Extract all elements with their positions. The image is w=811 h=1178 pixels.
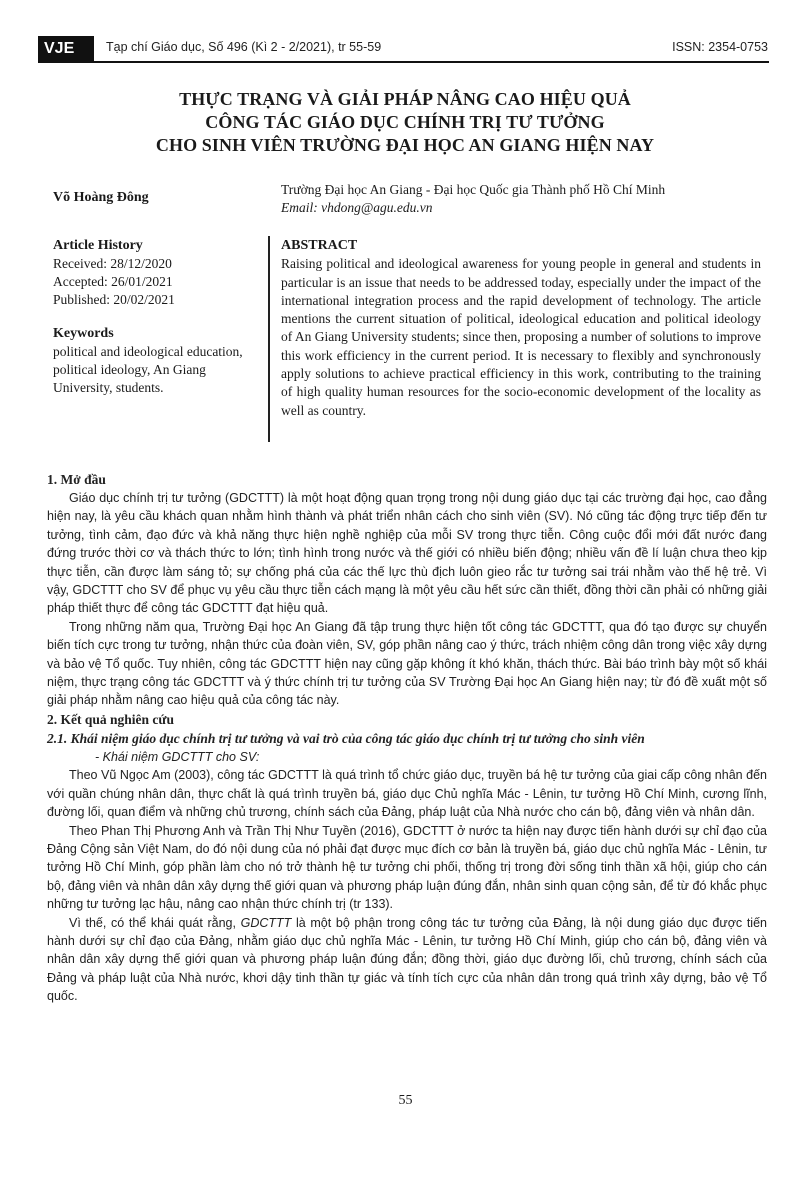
- accepted-date: Accepted: 26/01/2021: [53, 274, 173, 289]
- title-line: THỰC TRẠNG VÀ GIẢI PHÁP NÂNG CAO HIỆU QUẢ: [179, 89, 631, 109]
- title-line: CHO SINH VIÊN TRƯỜNG ĐẠI HỌC AN GIANG HIỆN NAY: [155, 135, 655, 155]
- paragraph: [47, 914, 767, 1006]
- author-email[interactable]: Email: vhdong@agu.edu.vn: [281, 200, 433, 215]
- section-heading: 1. Mở đầu: [47, 472, 106, 487]
- text-run: Vì thế, có thể khái quát rằng,: [69, 915, 241, 930]
- author-affiliation-block: [281, 181, 761, 217]
- journal-citation: Tạp chí Giáo dục, Số 496 (Kì 2 - 2/2021), tr 55-59: [106, 40, 382, 54]
- issn-label: ISSN: 2354-0753: [672, 40, 768, 54]
- definition-label: - Khái niệm GDCTTT cho SV:: [95, 749, 260, 764]
- affiliation: Trường Đại học An Giang - Đại học Quốc gia Thành phố Hồ Chí Minh: [281, 182, 666, 197]
- header-divider: [38, 61, 769, 63]
- author-name: Võ Hoàng Đông: [53, 190, 149, 205]
- abstract-heading: ABSTRACT: [281, 238, 358, 253]
- received-date: Received: 28/12/2020: [53, 256, 172, 271]
- subsection-heading: 2.1. Khái niệm giáo dục chính trị tư tưởng và vai trò của công tác giáo dục chính trị tư tưởng cho sinh viên: [47, 730, 645, 746]
- emphasis: GDCTTT: [240, 915, 292, 930]
- running-header: [38, 36, 768, 61]
- column-divider: [268, 236, 270, 442]
- history-heading: Article History: [53, 238, 143, 253]
- paragraph: Theo Vũ Ngọc Am (2003), công tác GDCTTT là quá trình tổ chức giáo dục, truyền bá hệ tư tưởng của giai cấp công nhân đến với quần chúng nhân dân, thực chất là quá trình truyền bá, giáo dục Chủ nghĩa Mác - Lênin, tư tưởng Hồ Chí Minh, cương lĩnh, đường lối, quan điểm và những chủ trương, chính sách của Đảng, pháp luật của Nhà nước cho cán bộ, đảng viên và nhân dân.: [47, 768, 767, 820]
- keywords-heading: Keywords: [53, 326, 114, 341]
- page-number: 55: [398, 1093, 413, 1108]
- keywords-text: political and ideological education, political ideology, An Giang University, students.: [53, 344, 243, 395]
- paragraph: Giáo dục chính trị tư tưởng (GDCTTT) là một hoạt động quan trọng trong nội dung giáo dục tại các trường đại học, cao đẳng hiện nay, là yêu cầu khách quan nhằm hình thành và phát triển nhân cách cho sinh viên (SV). Nó cũng tác động trực tiếp đến tư tưởng, tình cảm, đạo đức và khả năng thực hiện nghề nghiệp của mỗi SV trong thực tiễn. Công cuộc đổi mới đất nước đang đứng trước thời cơ và thách thức to lớn; tình hình trong nước và thế giới có nhiều biến động; nhiều vấn đề lí luận chưa theo kịp thực tiễn, cần được làm sáng tỏ; sự chống phá của các thế lực thù địch luôn gieo rắc tư tưởng sai trái nhằm vào thế hệ trẻ. Vì vậy, GDCTTT cho SV để phục vụ yêu cầu thực tiễn cách mạng là một yêu cầu hết sức cần thiết, đồng thời cần phải có những giải pháp thiết thực để công tác GDCTTT đạt hiệu quả.: [47, 491, 767, 616]
- journal-logo: VJE: [38, 36, 94, 61]
- paragraph: Theo Phan Thị Phương Anh và Trần Thị Như Tuyền (2016), GDCTTT ở nước ta hiện nay được tiến hành dưới sự chỉ đạo của Đảng Cộng sản Việt Nam, do đó nội dung của nó phải đạt được mục đích cơ bản là truyền bá, giáo dục chủ nghĩa Mác - Lênin, tư tưởng Hồ Chí Minh, góp phần làm cho nó trở thành hệ tư tưởng chi phối, thống trị trong đời sống tinh thần xã hội, giúp cho cán bộ, đảng viên và nhân dân xây dựng thế giới quan và phương pháp luận đúng đắn, nhân sinh quan cộng sản, để từ đó khắc phục những tư tưởng lạc hậu, nâng cao nhận thức chính trị (tr 133).: [47, 823, 767, 912]
- article-info-column: [53, 237, 258, 397]
- title-line: CÔNG TÁC GIÁO DỤC CHÍNH TRỊ TƯ TƯỞNG: [205, 112, 605, 132]
- text-run: là một bộ phận trong công tác tư tưởng của Đảng, là nội dung giáo dục được tiến hành dưới sự chỉ đạo của Đảng, nhằm giáo dục chủ nghĩa Mác - Lênin, tư tưởng Hồ Chí Minh, giúp cho cán bộ, đảng viên và nhân dân xây dựng thế giới quan và phương pháp luận đúng đắn; đồng thời, giáo dục đường lối, chủ trương, chính sách của Đảng và pháp luật của Nhà nước, khơi dậy tinh thần tự giác và tính tích cực của nhân dân trong quá trình xây dựng, bảo vệ Tổ quốc.: [47, 915, 767, 1004]
- article-body: [47, 470, 767, 1006]
- published-date: Published: 20/02/2021: [53, 292, 175, 307]
- article-title: [80, 88, 730, 157]
- paragraph: Trong những năm qua, Trường Đại học An Giang đã tập trung thực hiện tốt công tác GDCTTT, qua đó tạo được sự chuyển biến tích cực trong tư tưởng, nhận thức của đoàn viên, SV, góp phần nâng cao ý thức, trách nhiệm công dân trong việc xây dựng và bảo vệ Tổ quốc. Tuy nhiên, công tác GDCTTT hiện nay cũng gặp không ít khó khăn, thách thức. Bài báo trình bày một số khái niệm, thực trạng công tác GDCTTT và ý thức chính trị tư tưởng của SV Trường Đại học An Giang hiện nay; từ đó đề xuất một số giải pháp nhằm nâng cao hiệu quả của công tác này.: [47, 619, 767, 708]
- section-heading: 2. Kết quả nghiên cứu: [47, 711, 174, 727]
- abstract-block: [281, 237, 761, 420]
- abstract-text: Raising political and ideological awareness for young people in general and students in particular is an issue that needs to be addressed today, especially under the impact of the international integration process and the rapid development of technology. The article mentions the current situation of political, ideological education and political ideology of An Giang University students; since then, proposing a number of solutions to improve this work efficiency in the current period. It is necessary to flexibly and synchronously apply solutions to achieve practical efficiency in this work, contributing to the training of high quality human resources for the socio-economic development of the locality as well as country.: [281, 256, 761, 418]
